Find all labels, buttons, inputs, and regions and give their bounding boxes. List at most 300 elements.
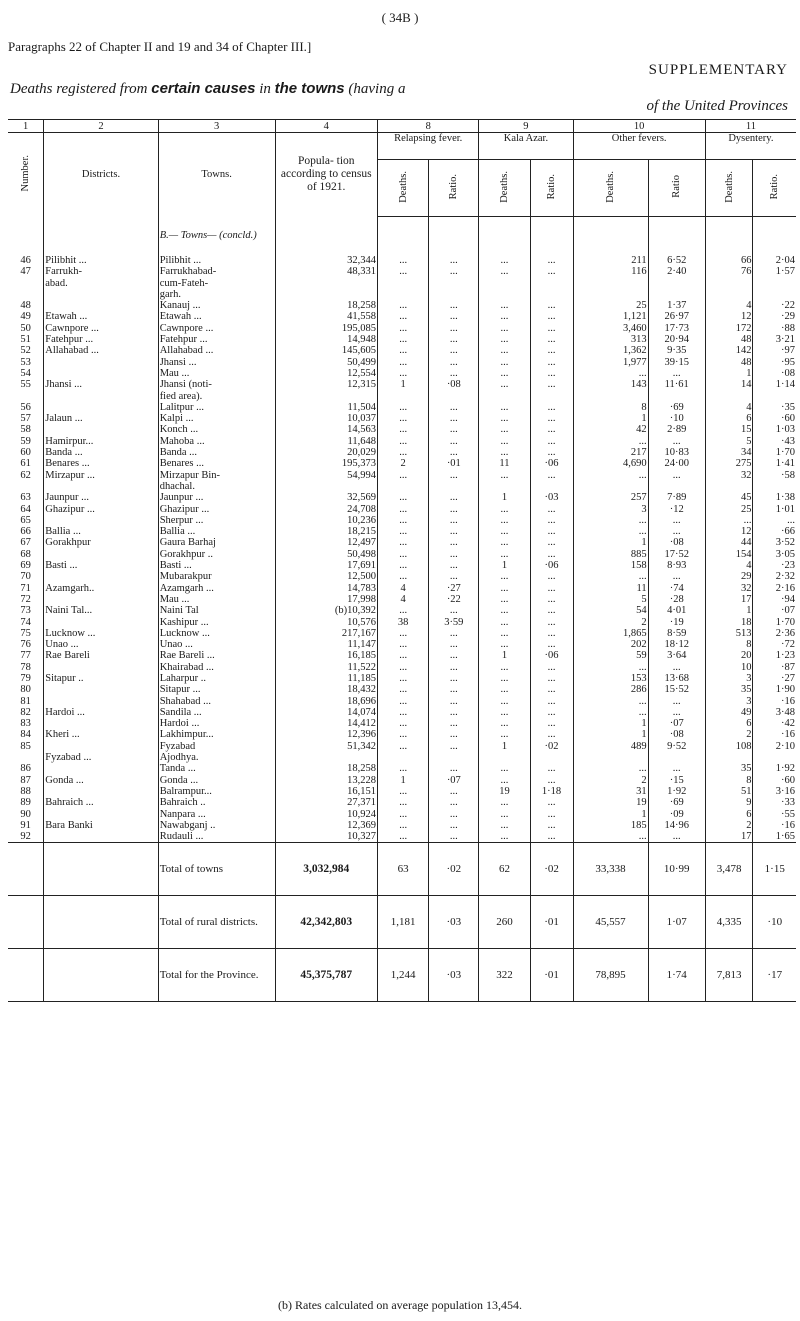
row-district: Kheri ... (44, 729, 158, 740)
table-row (8, 571, 796, 582)
other-fevers-ratio-header: Ratio (648, 160, 705, 217)
row-town: Konch ... (158, 424, 275, 435)
row-town: Hardoi ... (158, 718, 275, 729)
kala-azar-deaths: ... (479, 368, 530, 379)
table-row (8, 368, 796, 379)
row-number (8, 278, 44, 289)
kala-azar-ratio: ·06 (530, 650, 573, 661)
dysentery-ratio-header: Ratio. (753, 160, 796, 217)
other-fevers-ratio: 4·01 (648, 605, 705, 616)
kala-azar-deaths: ... (479, 684, 530, 695)
relapsing-ratio: ... (429, 549, 479, 560)
row-number: 82 (20, 706, 31, 718)
row-number (8, 481, 44, 492)
total-other-fevers-deaths: 78,895 (573, 949, 648, 1002)
other-fevers-deaths: 11 (573, 583, 648, 594)
row-population: 11,522 (275, 662, 378, 673)
dysentery-deaths-header: Deaths. (705, 160, 753, 217)
relapsing-deaths: ... (378, 560, 429, 571)
other-fevers-ratio: 7·89 (648, 492, 705, 503)
kala-azar-deaths (479, 278, 530, 289)
kala-azar-deaths: 1 (479, 650, 530, 661)
dysentery-ratio: ·22 (753, 300, 796, 311)
relapsing-deaths: ... (378, 729, 429, 740)
dysentery-ratio: ·35 (753, 402, 796, 413)
row-town: Unao ... (158, 639, 275, 650)
other-fevers-deaths: 4,690 (573, 458, 648, 469)
other-fevers-deaths: 5 (573, 594, 648, 605)
table-row (8, 775, 796, 786)
number-header: Number. (20, 155, 32, 192)
relapsing-deaths (378, 752, 429, 763)
kala-azar-deaths: ... (479, 628, 530, 639)
row-number: 86 (20, 763, 31, 775)
table-row (8, 255, 796, 266)
dysentery-deaths: 12 (705, 526, 753, 537)
row-population: 11,147 (275, 639, 378, 650)
other-fevers-deaths: 19 (573, 797, 648, 808)
dysentery-ratio: 1·90 (753, 684, 796, 695)
dysentery-deaths (705, 752, 753, 763)
row-population (275, 481, 378, 492)
row-population: 27,371 (275, 797, 378, 808)
relapsing-ratio: ... (429, 741, 479, 752)
row-population: 32,344 (275, 255, 378, 266)
dysentery-deaths (705, 391, 753, 402)
other-fevers-ratio (648, 278, 705, 289)
other-fevers-ratio: ... (648, 662, 705, 673)
row-town: Jaunpur ... (158, 492, 275, 503)
total-dysentery-deaths: 4,335 (705, 896, 753, 949)
other-fevers-deaths: 1,121 (573, 311, 648, 322)
dysentery-deaths: 2 (705, 820, 753, 831)
row-town: Fyzabad (158, 741, 275, 752)
row-district: Gonda ... (44, 775, 158, 786)
relapsing-ratio: ... (429, 255, 479, 266)
row-number: 91 (20, 819, 31, 831)
dysentery-ratio: 1·41 (753, 458, 796, 469)
table-row (8, 266, 796, 277)
row-district (44, 300, 158, 311)
relapsing-ratio: ... (429, 763, 479, 774)
relapsing-deaths: ... (378, 684, 429, 695)
row-town: Jhansi (noti- (158, 379, 275, 390)
row-district: Sitapur .. (44, 673, 158, 684)
other-fevers-deaths: 1,865 (573, 628, 648, 639)
other-fevers-deaths: ... (573, 526, 648, 537)
row-population: 12,500 (275, 571, 378, 582)
row-district: Unao ... (44, 639, 158, 650)
relapsing-ratio: ... (429, 628, 479, 639)
other-fevers-deaths (573, 481, 648, 492)
dysentery-ratio: 2·32 (753, 571, 796, 582)
dysentery-deaths (705, 481, 753, 492)
kala-azar-ratio: ... (530, 379, 573, 390)
dysentery-ratio (753, 391, 796, 402)
row-population: 12,497 (275, 537, 378, 548)
relapsing-deaths-header: Deaths. (378, 160, 429, 217)
total-kala-azar-ratio: ·01 (530, 896, 573, 949)
kala-azar-deaths: ... (479, 809, 530, 820)
kala-azar-ratio: ... (530, 311, 573, 322)
kala-azar-ratio: ... (530, 266, 573, 277)
relapsing-ratio: ... (429, 662, 479, 673)
dysentery-deaths: 18 (705, 617, 753, 628)
relapsing-ratio: ... (429, 786, 479, 797)
dysentery-ratio: ·07 (753, 605, 796, 616)
header-row-1 (8, 133, 796, 160)
row-population: 11,504 (275, 402, 378, 413)
dysentery-deaths: 49 (705, 707, 753, 718)
other-fevers-ratio: ... (648, 436, 705, 447)
relapsing-deaths: ... (378, 413, 429, 424)
row-number: 83 (20, 718, 31, 730)
row-district (44, 571, 158, 582)
relapsing-ratio: ... (429, 605, 479, 616)
other-fevers-ratio: ·15 (648, 775, 705, 786)
relapsing-ratio: ... (429, 436, 479, 447)
kala-azar-deaths: ... (479, 797, 530, 808)
relapsing-ratio: ... (429, 684, 479, 695)
dysentery-deaths: 32 (705, 470, 753, 481)
row-population: 12,369 (275, 820, 378, 831)
total-relapsing-deaths: 1,181 (378, 896, 429, 949)
caption-part-1: Deaths registered from (10, 81, 152, 97)
row-town: Kanauj ... (158, 300, 275, 311)
relapsing-deaths: 1 (378, 379, 429, 390)
other-fevers-ratio: 8·59 (648, 628, 705, 639)
dysentery-ratio: 2·10 (753, 741, 796, 752)
relapsing-deaths: ... (378, 605, 429, 616)
row-population: 11,648 (275, 436, 378, 447)
other-fevers-ratio: ·08 (648, 537, 705, 548)
other-fevers-header: Other fevers. (573, 133, 705, 160)
table-row (8, 583, 796, 594)
total-relapsing-ratio: ·02 (429, 843, 479, 896)
kala-azar-ratio: ... (530, 345, 573, 356)
row-population: 10,924 (275, 809, 378, 820)
relapsing-ratio: ... (429, 696, 479, 707)
row-town: dhachal. (158, 481, 275, 492)
row-district: Basti ... (44, 560, 158, 571)
row-number: 79 (20, 672, 31, 684)
dysentery-deaths: 14 (705, 379, 753, 390)
row-population: 14,948 (275, 334, 378, 345)
row-town: Ajodhya. (158, 752, 275, 763)
dysentery-ratio: ·58 (753, 470, 796, 481)
kala-azar-deaths: ... (479, 571, 530, 582)
relapsing-deaths: ... (378, 549, 429, 560)
dysentery-ratio: 1·65 (753, 831, 796, 843)
kala-azar-deaths: ... (479, 424, 530, 435)
row-town: Gaura Barhaj (158, 537, 275, 548)
kala-azar-deaths: ... (479, 831, 530, 843)
page-number: ( 34B ) (381, 10, 419, 25)
row-number: 47 (20, 266, 31, 278)
row-town: Laharpur .. (158, 673, 275, 684)
other-fevers-deaths: 1 (573, 809, 648, 820)
relapsing-deaths: ... (378, 571, 429, 582)
relapsing-deaths: ... (378, 537, 429, 548)
row-district (44, 741, 158, 752)
table-row (8, 809, 796, 820)
dysentery-ratio: ... (753, 515, 796, 526)
relapsing-ratio: ·22 (429, 594, 479, 605)
other-fevers-deaths (573, 752, 648, 763)
table-row (8, 402, 796, 413)
dysentery-ratio: ·55 (753, 809, 796, 820)
other-fevers-ratio: 13·68 (648, 673, 705, 684)
dysentery-deaths: 1 (705, 605, 753, 616)
table-row (8, 763, 796, 774)
total-other-fevers-ratio: 1·07 (648, 896, 705, 949)
row-district: Ballia ... (44, 526, 158, 537)
kala-azar-ratio: ... (530, 334, 573, 345)
total-population: 45,375,787 (275, 949, 378, 1002)
total-kala-azar-deaths: 62 (479, 843, 530, 896)
other-fevers-ratio: 39·15 (648, 357, 705, 368)
kala-azar-ratio: ... (530, 515, 573, 526)
relapsing-ratio: ... (429, 729, 479, 740)
other-fevers-ratio: ·19 (648, 617, 705, 628)
table-row (8, 458, 796, 469)
deaths-table (8, 119, 796, 1002)
kala-azar-deaths-header: Deaths. (479, 160, 530, 217)
table-row (8, 515, 796, 526)
relapsing-ratio: ... (429, 560, 479, 571)
caption-part-2: certain causes (151, 80, 256, 97)
kala-azar-ratio: ... (530, 368, 573, 379)
row-district: Jhansi ... (44, 379, 158, 390)
row-district: Allahabad ... (44, 345, 158, 356)
row-town: Jhansi ... (158, 357, 275, 368)
other-fevers-deaths: 143 (573, 379, 648, 390)
relapsing-deaths: ... (378, 718, 429, 729)
dysentery-ratio: 2·16 (753, 583, 796, 594)
row-number: 64 (20, 503, 31, 515)
other-fevers-deaths: ... (573, 763, 648, 774)
row-town: Mubarakpur (158, 571, 275, 582)
kala-azar-ratio: ... (530, 526, 573, 537)
table-row (8, 628, 796, 639)
kala-azar-ratio: ... (530, 323, 573, 334)
caption-part-5: (having a (344, 81, 406, 97)
dysentery-ratio: ·60 (753, 775, 796, 786)
row-district: Hamirpur... (44, 436, 158, 447)
row-district: Cawnpore ... (44, 323, 158, 334)
row-town: Mahoba ... (158, 436, 275, 447)
kala-azar-deaths: ... (479, 266, 530, 277)
row-district (44, 289, 158, 300)
relapsing-ratio: ... (429, 526, 479, 537)
table-row (8, 413, 796, 424)
row-number: 73 (20, 605, 31, 617)
dysentery-deaths: 6 (705, 718, 753, 729)
kala-azar-deaths: ... (479, 639, 530, 650)
relapsing-ratio: ... (429, 357, 479, 368)
relapsing-ratio (429, 289, 479, 300)
row-town: Mirzapur Bin- (158, 470, 275, 481)
row-district: Bahraich ... (44, 797, 158, 808)
other-fevers-deaths: ... (573, 368, 648, 379)
total-other-fevers-ratio: 1·74 (648, 949, 705, 1002)
kala-azar-deaths: ... (479, 594, 530, 605)
row-number: 92 (20, 831, 31, 843)
dysentery-ratio: ·66 (753, 526, 796, 537)
other-fevers-deaths: 8 (573, 402, 648, 413)
relapsing-ratio: 3·59 (429, 617, 479, 628)
other-fevers-deaths: 885 (573, 549, 648, 560)
other-fevers-deaths: 153 (573, 673, 648, 684)
relapsing-ratio: ... (429, 537, 479, 548)
relapsing-deaths: ... (378, 300, 429, 311)
row-number: 46 (20, 255, 31, 266)
other-fevers-deaths: ... (573, 470, 648, 481)
row-district: Lucknow ... (44, 628, 158, 639)
total-relapsing-deaths: 63 (378, 843, 429, 896)
relapsing-ratio: ... (429, 368, 479, 379)
row-number (8, 289, 44, 300)
dysentery-ratio: 2·36 (753, 628, 796, 639)
row-town: Rae Bareli ... (158, 650, 275, 661)
table-row (8, 278, 796, 289)
dysentery-ratio: 1·03 (753, 424, 796, 435)
row-population: 217,167 (275, 628, 378, 639)
dysentery-ratio: 1·01 (753, 504, 796, 515)
kala-azar-deaths: ... (479, 504, 530, 515)
row-population: 18,215 (275, 526, 378, 537)
relapsing-deaths: ... (378, 662, 429, 673)
row-town: Farrukhabad- (158, 266, 275, 277)
dysentery-ratio: ·16 (753, 729, 796, 740)
row-population: 11,185 (275, 673, 378, 684)
total-label: Total for the Province. (158, 949, 275, 1002)
other-fevers-deaths: 25 (573, 300, 648, 311)
dysentery-deaths: 25 (705, 504, 753, 515)
row-population (275, 391, 378, 402)
kala-azar-ratio: ... (530, 617, 573, 628)
kala-azar-ratio: ... (530, 797, 573, 808)
relapsing-deaths: ... (378, 786, 429, 797)
row-town: Basti ... (158, 560, 275, 571)
row-number: 67 (20, 537, 31, 549)
other-fevers-deaths: 2 (573, 617, 648, 628)
dysentery-ratio (753, 278, 796, 289)
other-fevers-ratio: 24·00 (648, 458, 705, 469)
relapsing-deaths: ... (378, 447, 429, 458)
row-number: 88 (20, 785, 31, 797)
relapsing-ratio (429, 391, 479, 402)
kala-azar-ratio: ·03 (530, 492, 573, 503)
other-fevers-deaths: 3,460 (573, 323, 648, 334)
relapsing-ratio-header: Ratio. (429, 160, 479, 217)
row-population: 17,691 (275, 560, 378, 571)
dysentery-ratio: ·87 (753, 662, 796, 673)
table-row (8, 379, 796, 390)
total-relapsing-deaths: 1,244 (378, 949, 429, 1002)
other-fevers-ratio: 9·35 (648, 345, 705, 356)
section-label-row (8, 217, 796, 256)
relapsing-deaths: ... (378, 831, 429, 843)
relapsing-deaths: ... (378, 650, 429, 661)
districts-header: Districts. (44, 133, 158, 217)
dysentery-deaths (705, 289, 753, 300)
dysentery-ratio: ·72 (753, 639, 796, 650)
table-row (8, 504, 796, 515)
kala-azar-ratio: ... (530, 594, 573, 605)
other-fevers-ratio: ... (648, 470, 705, 481)
relapsing-deaths: ... (378, 515, 429, 526)
relapsing-deaths: ... (378, 526, 429, 537)
table-row (8, 684, 796, 695)
relapsing-deaths: ... (378, 345, 429, 356)
row-town: Azamgarh ... (158, 583, 275, 594)
row-town: Balrampur... (158, 786, 275, 797)
other-fevers-ratio: 18·12 (648, 639, 705, 650)
dysentery-deaths: 32 (705, 583, 753, 594)
row-town: Fatehpur ... (158, 334, 275, 345)
dysentery-deaths: ... (705, 515, 753, 526)
kala-azar-ratio: ... (530, 831, 573, 843)
kala-azar-ratio: ... (530, 255, 573, 266)
dysentery-ratio: 1·38 (753, 492, 796, 503)
kala-azar-ratio: 1·18 (530, 786, 573, 797)
kala-azar-deaths: ... (479, 583, 530, 594)
row-district (44, 515, 158, 526)
table-row (8, 289, 796, 300)
total-label: Total of towns (158, 843, 275, 896)
kala-azar-ratio: ... (530, 820, 573, 831)
kala-azar-ratio: ... (530, 537, 573, 548)
dysentery-deaths: 2 (705, 729, 753, 740)
row-population: 14,412 (275, 718, 378, 729)
relapsing-ratio (429, 752, 479, 763)
dysentery-deaths: 34 (705, 447, 753, 458)
table-row (8, 786, 796, 797)
relapsing-ratio: ... (429, 334, 479, 345)
row-number: 87 (20, 774, 31, 786)
row-number: 89 (20, 797, 31, 809)
other-fevers-ratio: 15·52 (648, 684, 705, 695)
row-district: Azamgarh.. (44, 583, 158, 594)
dysentery-ratio: 1·23 (753, 650, 796, 661)
table-row (8, 481, 796, 492)
other-fevers-ratio: 17·52 (648, 549, 705, 560)
total-kala-azar-ratio: ·02 (530, 843, 573, 896)
kala-azar-ratio: ... (530, 436, 573, 447)
other-fevers-ratio: 26·97 (648, 311, 705, 322)
kala-azar-ratio: ·02 (530, 741, 573, 752)
total-row (8, 949, 796, 1002)
relapsing-ratio: ... (429, 424, 479, 435)
other-fevers-ratio: ·28 (648, 594, 705, 605)
other-fevers-ratio: 20·94 (648, 334, 705, 345)
dysentery-ratio: ·95 (753, 357, 796, 368)
dysentery-deaths: 8 (705, 639, 753, 650)
row-town: Lakhimpur... (158, 729, 275, 740)
kala-azar-deaths (479, 391, 530, 402)
kala-azar-ratio (530, 391, 573, 402)
row-district (44, 786, 158, 797)
total-dysentery-ratio: 1·15 (753, 843, 796, 896)
other-fevers-deaths: 217 (573, 447, 648, 458)
relapsing-deaths: ... (378, 357, 429, 368)
row-district: Ghazipur ... (44, 504, 158, 515)
relapsing-deaths: ... (378, 707, 429, 718)
row-town: Sandila ... (158, 707, 275, 718)
row-district (44, 424, 158, 435)
relapsing-ratio: ... (429, 673, 479, 684)
